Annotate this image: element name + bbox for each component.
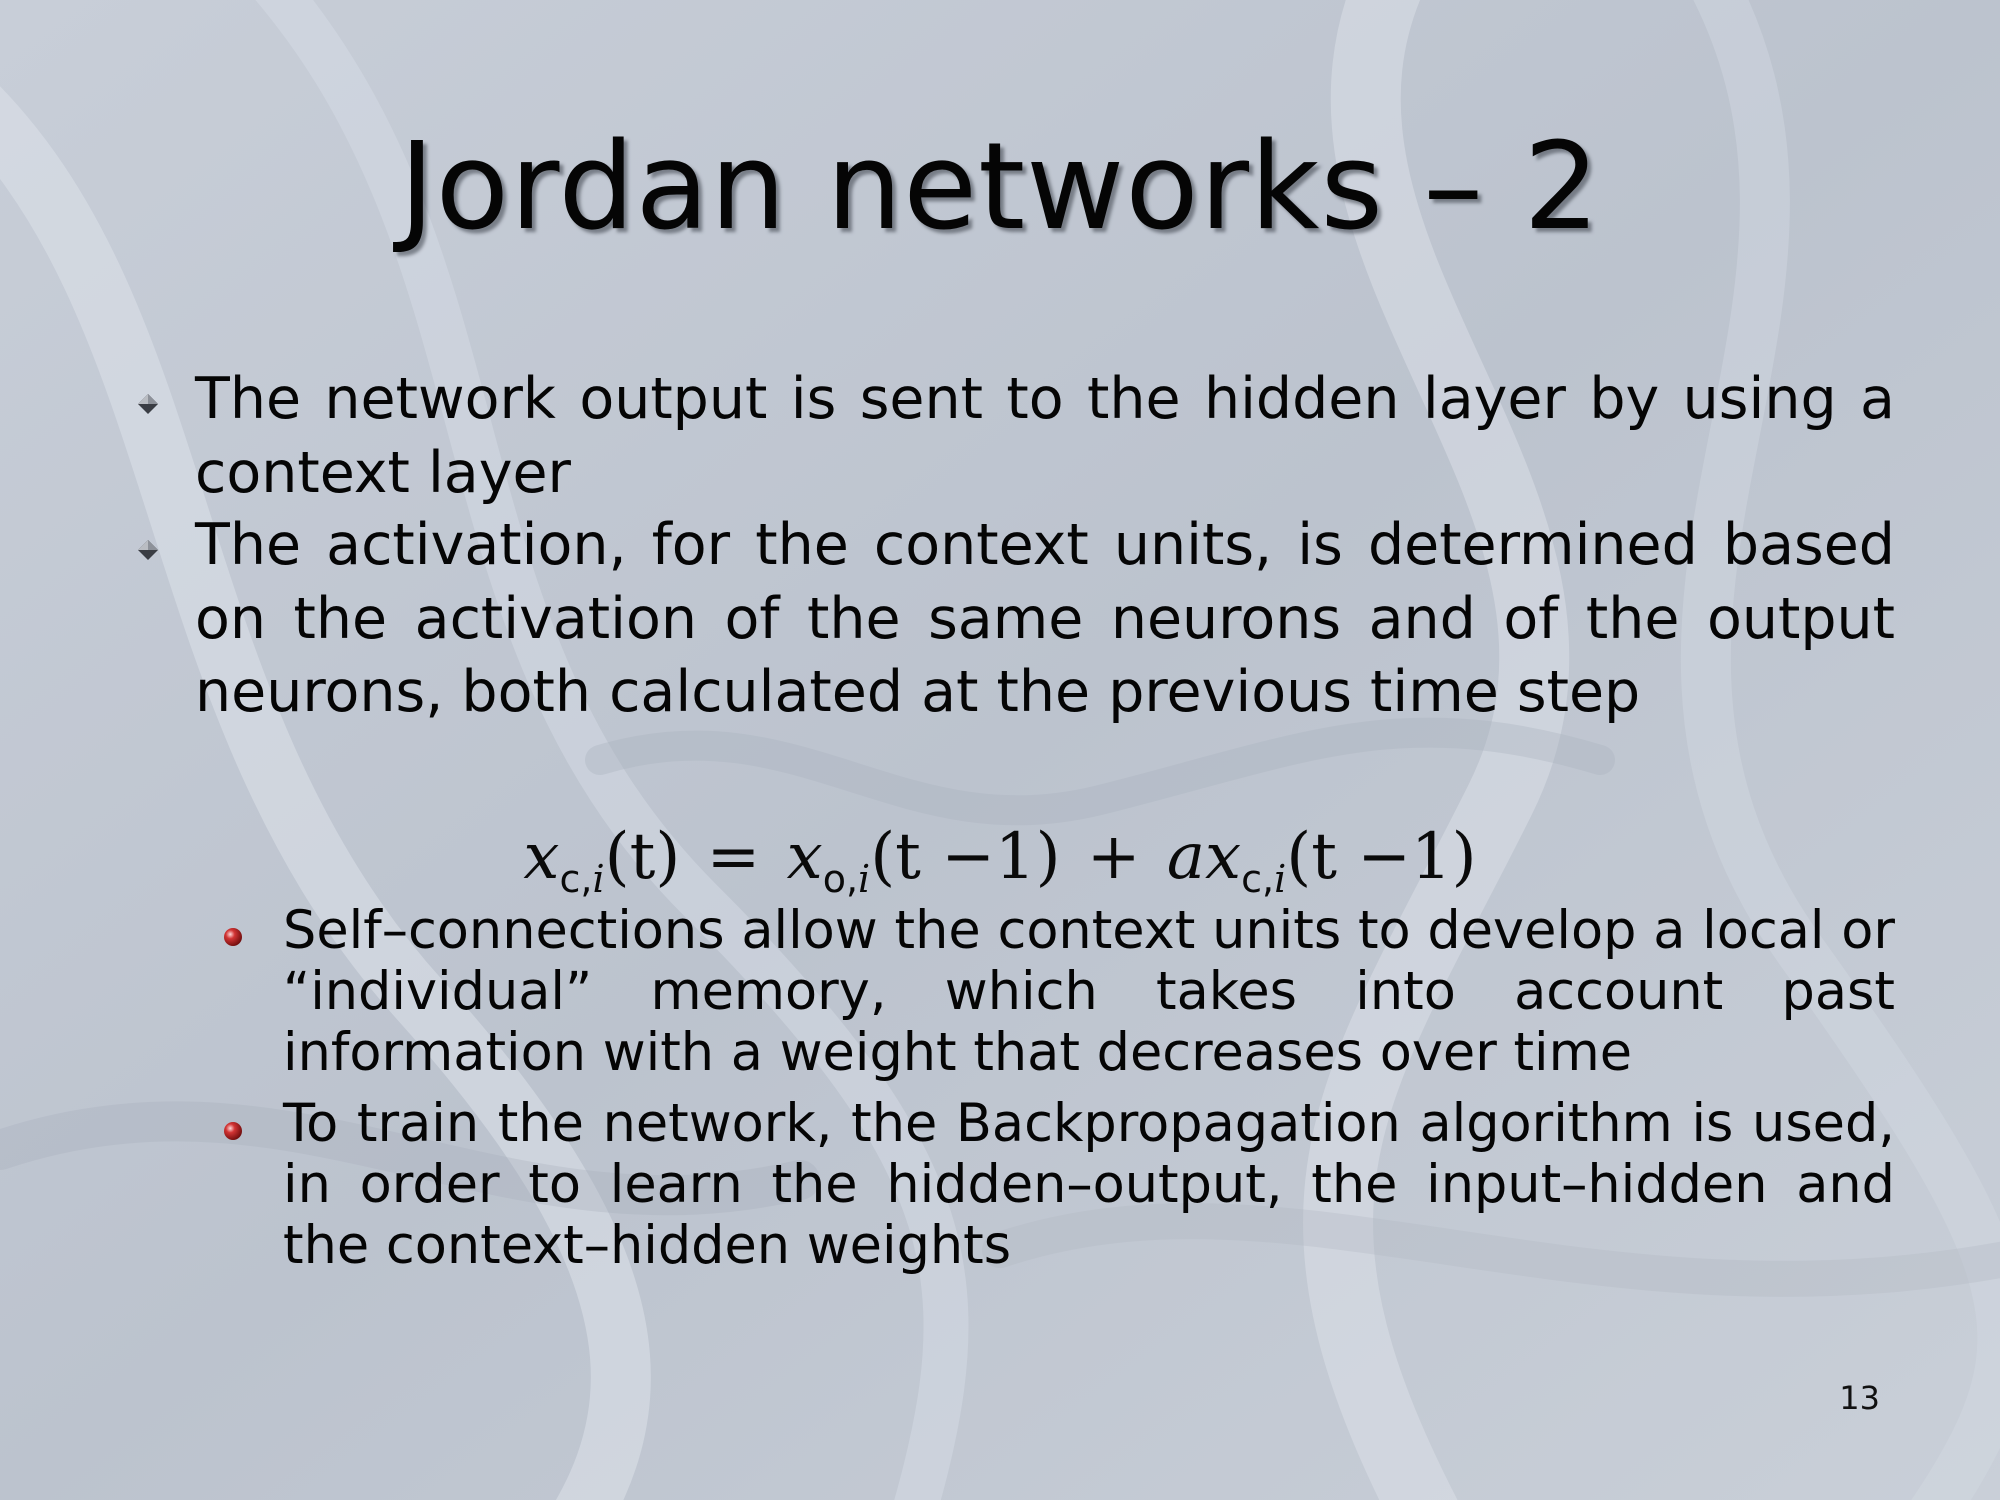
page-number: 13 bbox=[1839, 1379, 1880, 1417]
equation-lhs-var: x bbox=[523, 820, 560, 894]
equation-equals: = bbox=[706, 820, 761, 894]
red-sphere-icon bbox=[222, 926, 244, 948]
bullet-context-activation: The activation, for the context units, is determined based on the activation of the same neurons and of the output neurons, both calculated at the previous time step bbox=[195, 512, 1895, 725]
equation-term1-arg: (t −1) bbox=[870, 820, 1061, 894]
sub-bullet-self-connections: Self–connections allow the context units to develop a local or “individual” memory, which takes into account past information with a weight that decreases over time bbox=[283, 900, 1895, 1083]
diamond-arrow-icon bbox=[136, 392, 160, 416]
equation-plus: + bbox=[1086, 820, 1141, 894]
slide-title: Jordan networks – 2 bbox=[399, 118, 1601, 257]
equation-coefficient: a bbox=[1166, 820, 1205, 894]
context-update-equation bbox=[0, 812, 2000, 910]
equation-term2-arg: (t −1) bbox=[1286, 820, 1477, 894]
equation-term1-subscript: o,i bbox=[822, 857, 871, 901]
equation-term1-var: x bbox=[786, 820, 823, 894]
equation-lhs-arg: (t) bbox=[604, 820, 681, 894]
bullet-network-output: The network output is sent to the hidden layer by using a context layer bbox=[195, 366, 1895, 506]
equation-lhs-subscript: c,i bbox=[559, 857, 605, 901]
equation-term2-subscript: c,i bbox=[1241, 857, 1287, 901]
red-sphere-icon bbox=[222, 1120, 244, 1142]
sub-bullet-backpropagation: To train the network, the Backpropagation algorithm is used, in order to learn the hidden–output, the input–hidden and the context–hidden weights bbox=[283, 1093, 1895, 1276]
diamond-arrow-icon bbox=[136, 538, 160, 562]
equation-term2-var: x bbox=[1205, 820, 1242, 894]
